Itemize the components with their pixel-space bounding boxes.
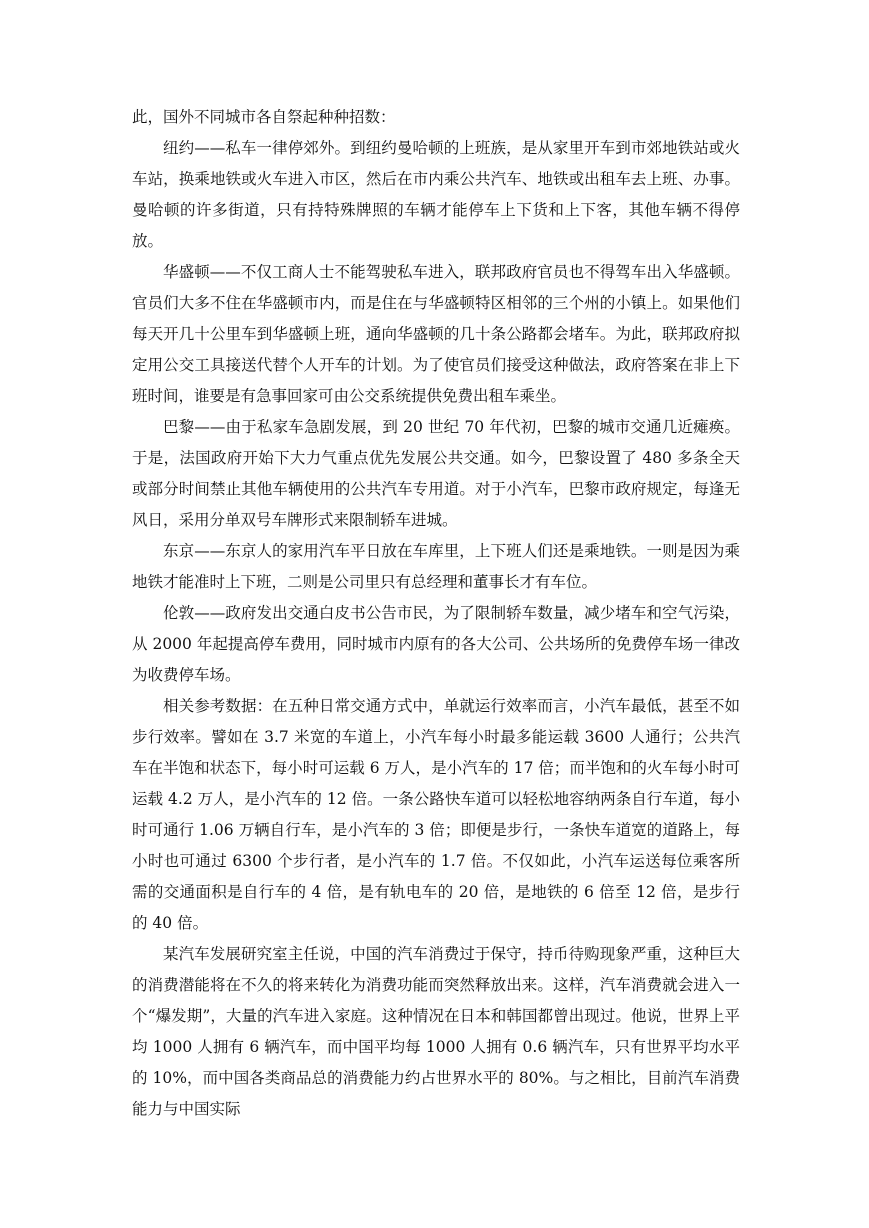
paragraph-washington: 华盛顿——不仅工商人士不能驾驶私车进入，联邦政府官员也不得驾车出入华盛顿。官员们大多不住在华盛顿市内，而是住在与华盛顿特区相邻的三个州的小镇上。如果他们每天开几十公里车到华盛顿上班，通向华盛顿的几十条公路都会堵车。为此，联邦政府拟定用公交工具接送代替个人开车的计划。为了使官员们接受这种做法，政府答案在非上下班时间，谁要是有急事回家可由公交系统提供免费出租车乘坐。 [132, 263, 740, 405]
paragraph-intro-continuation: 此，国外不同城市各自祭起种种招数： [132, 108, 396, 126]
paragraph-reference-data: 相关参考数据：在五种日常交通方式中，单就运行效率而言，小汽车最低，甚至不如步行效率。譬如在 3.7 米宽的车道上，小汽车每小时最多能运载 3600 人通行；公共汽车在半饱和状态下，每小时可运载 6 万人，是小汽车的 17 倍；而半饱和的火车每小时可运载 4.2 万人，是小汽车的 12 倍。一条公路快车道可以轻松地容纳两条自行车道，每小时可通行 1.06 万辆自行车，是小汽车的 3 倍；即便是步行，一条快车道宽的道路上，每小时也可通过 6300 个步行者，是小汽车的 1.7 倍。不仅如此，小汽车运送每位乘客所需的交通面积是自行车的 4 倍，是有轨电车的 20 倍，是地铁的 6 倍至 12 倍，是步行的 40 倍。 [132, 697, 740, 932]
paragraph-paris: 巴黎——由于私家车急剧发展，到 20 世纪 70 年代初，巴黎的城市交通几近瘫痪。于是，法国政府开始下大力气重点优先发展公共交通。如今，巴黎设置了 480 多条全天或部分时间禁止其他车辆使用的公共汽车专用道。对于小汽车，巴黎市政府规定，每逢无风日，采用分单双号车牌形式来限制轿车进城。 [132, 418, 740, 529]
paragraph-consumption-outlook: 某汽车发展研究室主任说，中国的汽车消费过于保守，持币待购现象严重，这种巨大的消费潜能将在不久的将来转化为消费功能而突然释放出来。这样，汽车消费就会进入一个“爆发期”，大量的汽车进入家庭。这种情况在日本和韩国都曾出现过。他说，世界上平均 1000 人拥有 6 辆汽车，而中国平均每 1000 人拥有 0.6 辆汽车，只有世界平均水平的 10%，而中国各类商品总的消费能力约占世界水平的 80%。与之相比，目前汽车消费能力与中国实际 [132, 945, 740, 1118]
document-page [132, 102, 740, 1125]
paragraph-tokyo: 东京——东京人的家用汽车平日放在车库里，上下班人们还是乘地铁。一则是因为乘地铁才能准时上下班，二则是公司里只有总经理和董事长才有车位。 [132, 542, 740, 591]
paragraph-new-york: 纽约——私车一律停郊外。到纽约曼哈顿的上班族，是从家里开车到市郊地铁站或火车站，换乘地铁或火车进入市区，然后在市内乘公共汽车、地铁或出租车去上班、办事。曼哈顿的许多街道，只有持特殊牌照的车辆才能停车上下货和上下客，其他车辆不得停放。 [132, 139, 740, 250]
paragraph-london: 伦敦——政府发出交通白皮书公告市民，为了限制轿车数量，减少堵车和空气污染，从 2000 年起提高停车费用，同时城市内原有的各大公司、公共场所的免费停车场一律改为收费停车场。 [132, 604, 740, 684]
